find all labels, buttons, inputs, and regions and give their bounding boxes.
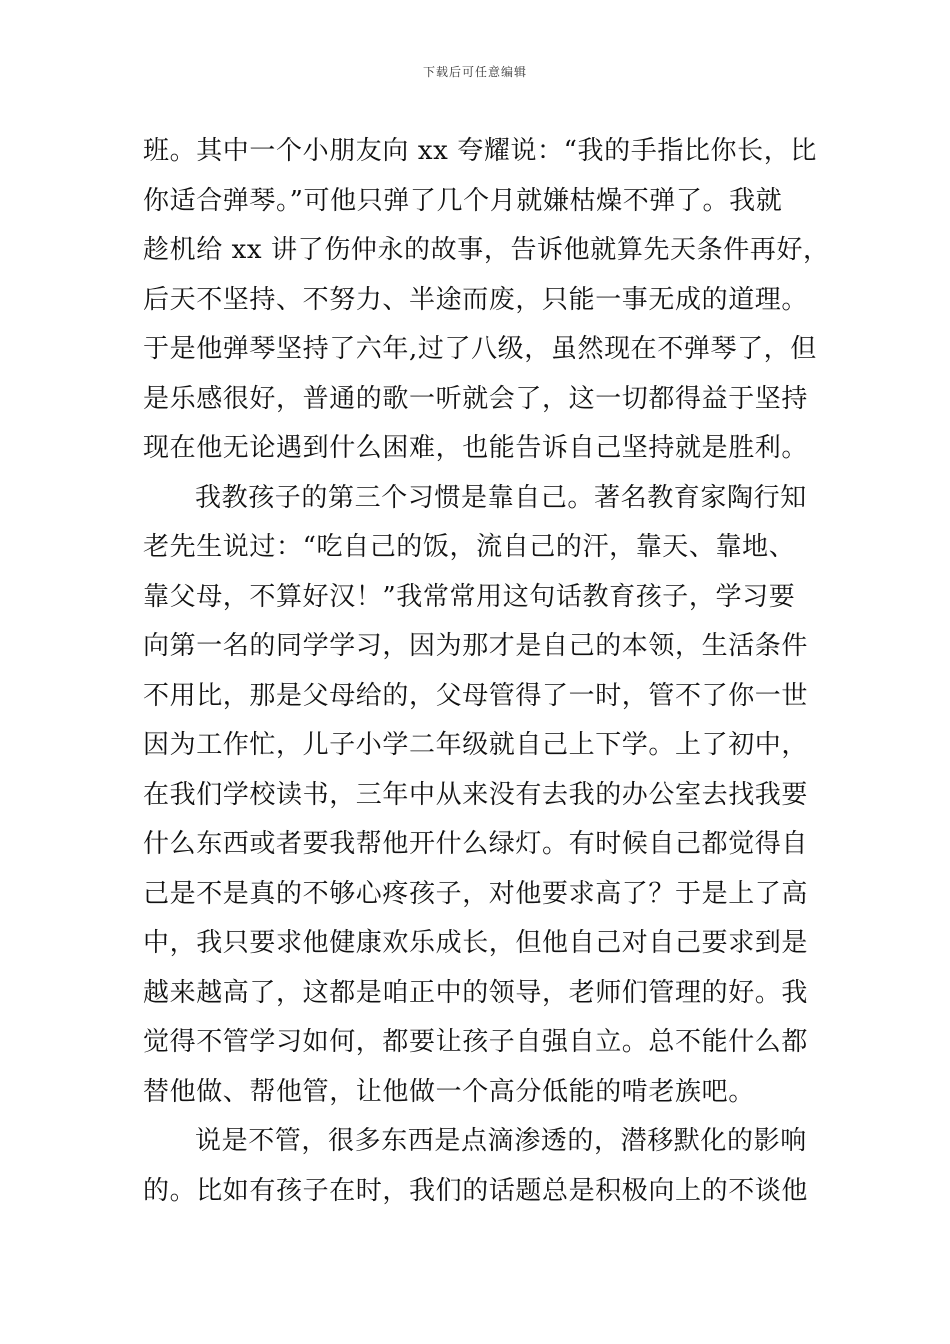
text-line: 什么东西或者要我帮他开什么绿灯。有时候自己都觉得自 — [143, 829, 809, 859]
text-line: 不用比，那是父母给的，父母管得了一时，管不了你一世 — [143, 680, 809, 711]
text-line: 班。其中一个小朋友向 xx 夸耀说：“我的手指比你长，比 — [143, 136, 817, 166]
text-line: 替他做、帮他管，让他做一个高分低能的啃老族吧。 — [143, 1076, 755, 1107]
text-line: 你适合弹琴。”可他只弹了几个月就嫌枯燥不弹了。我就 — [143, 185, 783, 216]
text-line: 于是他弹琴坚持了六年,过了八级，虽然现在不弹琴了，但 — [143, 334, 817, 364]
text-line: 老先生说过：“吃自己的饭，流自己的汗，靠天、靠地、 — [143, 532, 796, 562]
text-line: 趁机给 xx 讲了伤仲永的故事，告诉他就算先天条件再好， — [143, 235, 830, 265]
text-line: 在我们学校读书，三年中从来没有去我的办公室去找我要 — [143, 779, 809, 810]
text-line: 靠父母，不算好汉！”我常常用这句话教育孩子，学习要 — [143, 581, 796, 612]
paragraph-start-line: 说是不管，很多东西是点滴渗透的，潜移默化的影响 — [195, 1126, 807, 1156]
text-line: 越来越高了，这都是咱正中的领导，老师们管理的好。我 — [143, 977, 809, 1008]
text-line: 后天不坚持、不努力、半途而废，只能一事无成的道理。 — [143, 284, 809, 315]
text-line: 因为工作忙，儿子小学二年级就自己上下学。上了初中， — [143, 730, 809, 760]
paragraph-start-line: 我教孩子的第三个习惯是靠自己。著名教育家陶行知 — [195, 482, 807, 513]
text-line: 向第一名的同学学习，因为那才是自己的本领，生活条件 — [143, 631, 809, 661]
page-header: 下载后可任意编辑 — [422, 65, 527, 79]
text-line: 的。比如有孩子在时，我们的话题总是积极向上的不谈他 — [143, 1175, 809, 1206]
text-line: 己是不是真的不够心疼孩子，对他要求高了？于是上了高 — [143, 878, 809, 909]
text-line: 中，我只要求他健康欢乐成长，但他自己对自己要求到是 — [143, 928, 809, 958]
document-body — [143, 127, 830, 1216]
text-line: 觉得不管学习如何，都要让孩子自强自立。总不能什么都 — [143, 1027, 809, 1057]
text-line: 现在他无论遇到什么困难，也能告诉自己坚持就是胜利。 — [143, 433, 809, 463]
text-line: 是乐感很好，普通的歌一听就会了，这一切都得益于坚持 — [143, 383, 809, 414]
